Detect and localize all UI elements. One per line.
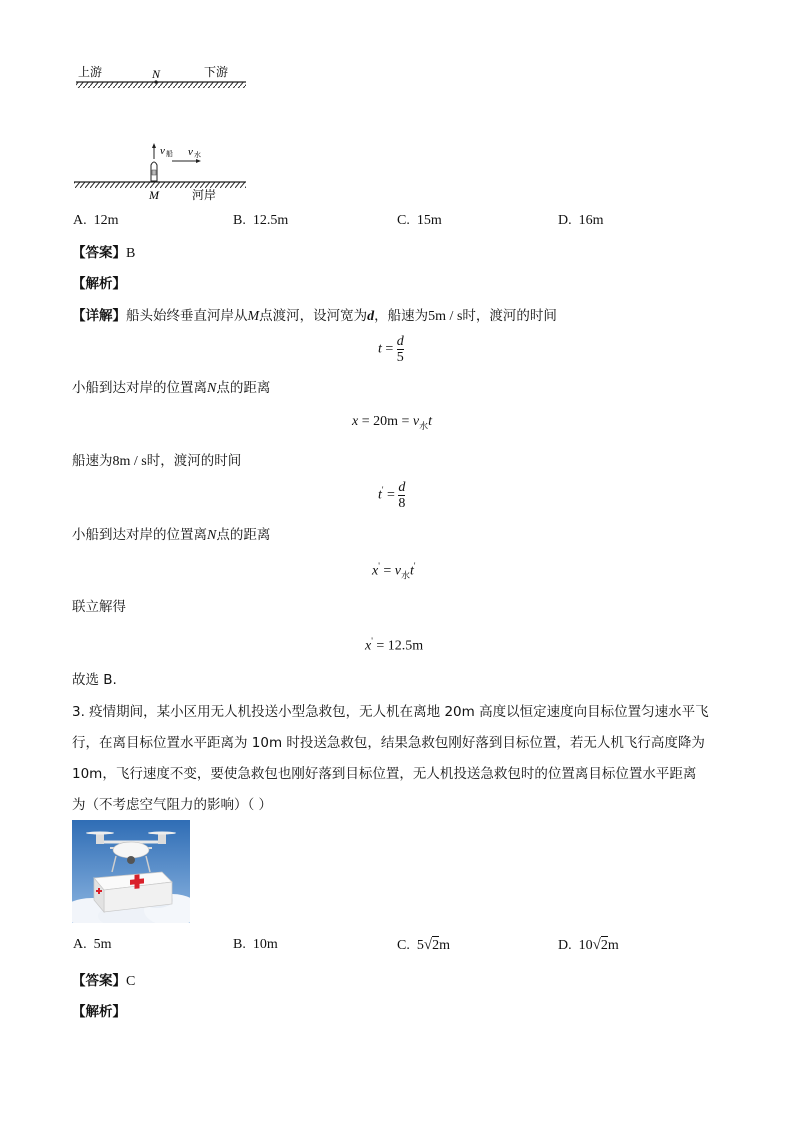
- q2-line-2: 小船到达对岸的位置离N点的距离: [72, 380, 271, 396]
- q2-analysis-label: 【解析】: [72, 276, 126, 292]
- q3-stem-line-3: 10m，飞行速度不变，要使急救包也刚好落到目标位置，无人机投送急救包时的位置离目标位置水平距离: [72, 766, 697, 782]
- equation-2: $x = 20m = v_水t$: [352, 414, 433, 432]
- q3-analysis-label: 【解析】: [72, 1004, 126, 1020]
- q2-option-d[interactable]: D. 16m: [558, 213, 604, 228]
- q2-option-b[interactable]: B. 12.5m: [233, 213, 289, 228]
- near-bank-hatch: [74, 182, 246, 188]
- q3-stem-line-2: 行，在离目标位置水平距离为 10m 时投送急救包，结果急救包刚好落到目标位置，若无人机飞行高度降为: [72, 735, 705, 751]
- q2-line-4: 小船到达对岸的位置离N点的距离: [72, 527, 271, 543]
- q3-answer: 【答案】C: [72, 973, 136, 989]
- q2-option-c[interactable]: C. 15m: [397, 213, 442, 228]
- q3-stem-line-4: 为（不考虑空气阻力的影响）（ ）: [72, 797, 273, 813]
- q2-line-5: 联立解得: [72, 599, 126, 615]
- v-water-label: v: [188, 146, 193, 158]
- v-water-subscript: 水: [194, 151, 201, 159]
- q2-option-a[interactable]: A. 12m: [73, 213, 119, 228]
- q3-option-b[interactable]: B. 10m: [233, 937, 278, 952]
- q3-stem-line-1: 3. 疫情期间，某小区用无人机投送小型急救包，无人机在离地 20m 高度以恒定速度向目标位置匀速水平飞: [72, 704, 709, 720]
- equation-1: t = $\frac{d}{5}$: [378, 334, 404, 365]
- boat-velocity-arrowhead: [152, 143, 156, 148]
- river-crossing-diagram: [70, 62, 260, 202]
- equation-5: x' = 12.5m: [365, 636, 424, 654]
- upstream-label: 上游: [78, 65, 103, 79]
- q2-detail-line: 【详解】船头始终垂直河岸从M点渡河，设河宽为d，船速为5m / s时，渡河的时间: [72, 308, 557, 324]
- v-boat-subscript: 船: [166, 150, 173, 158]
- q2-line-3: 船速为8m / s时，渡河的时间: [72, 453, 242, 469]
- drone-first-aid-photo: [72, 820, 190, 923]
- equation-3: t' = $\frac{d}{8}$: [378, 480, 406, 511]
- boat-icon: [151, 162, 157, 181]
- q2-answer: 【答案】B: [72, 245, 136, 261]
- v-boat-label: v: [160, 145, 165, 157]
- point-m-label: M: [149, 188, 159, 202]
- downstream-label: 下游: [204, 65, 229, 79]
- q3-option-a[interactable]: A. 5m: [73, 937, 112, 952]
- q3-option-c[interactable]: C. 5√2m: [397, 937, 450, 953]
- equation-4: $x' = v_水t'$: [372, 561, 416, 582]
- q2-conclusion: 故选 B.: [72, 672, 117, 688]
- point-n-label: N: [152, 67, 161, 81]
- bank-label: 河岸: [192, 188, 217, 202]
- water-velocity-arrowhead: [196, 159, 201, 163]
- q3-option-d[interactable]: D. 10√2m: [558, 937, 619, 953]
- far-bank-hatch: [76, 82, 246, 88]
